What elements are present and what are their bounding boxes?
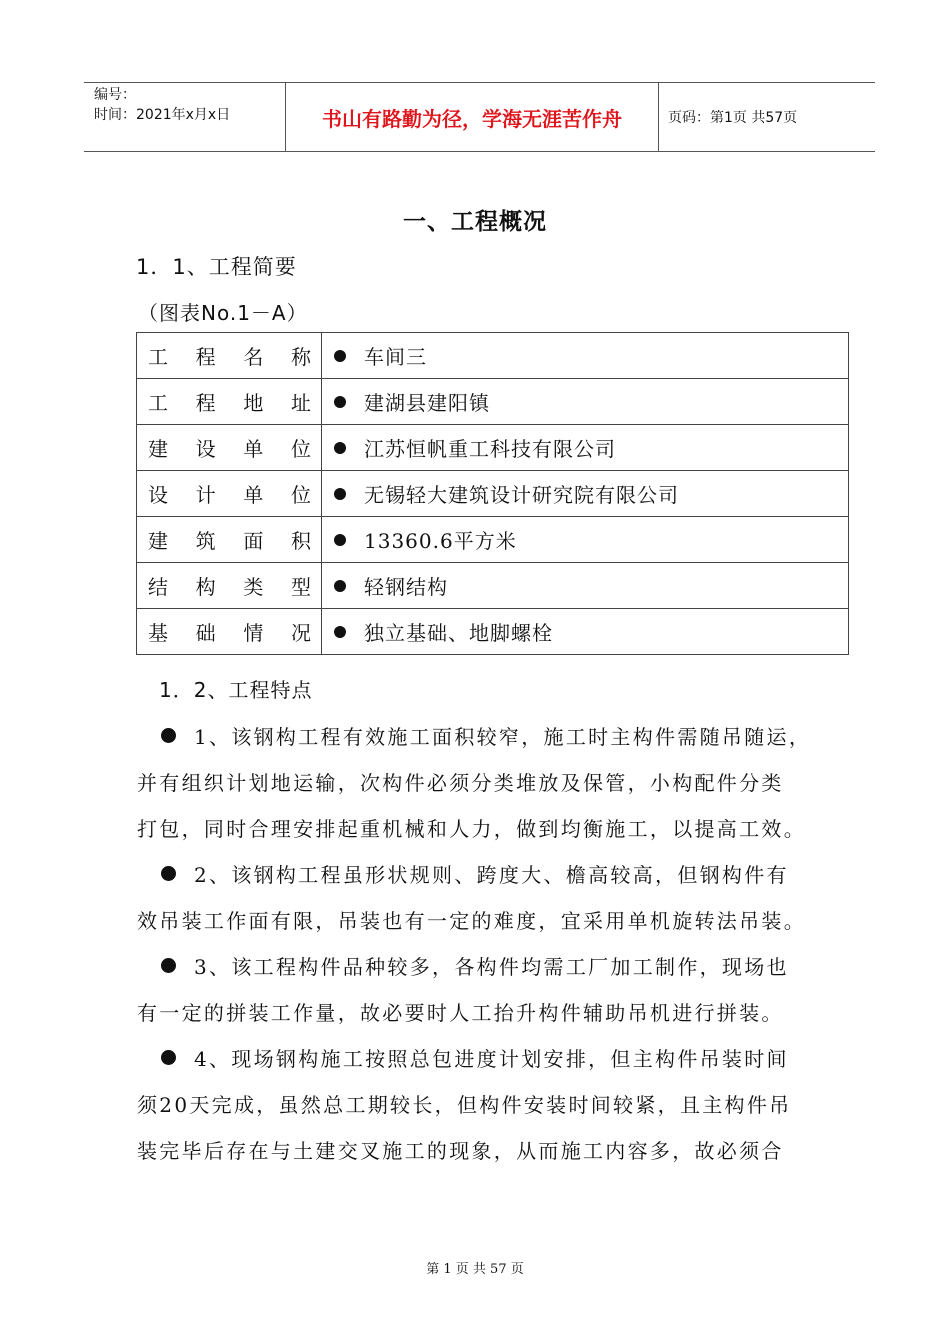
table-caption: （图表No.1－A） <box>138 301 308 325</box>
bullet-icon <box>334 396 346 408</box>
feature-paragraph <box>137 1036 827 1174</box>
table-row <box>137 425 849 471</box>
bullet-icon <box>161 1050 176 1065</box>
row-key-char: 设 <box>148 483 168 507</box>
row-value <box>322 333 849 379</box>
table-row <box>137 471 849 517</box>
paragraph-text: 装完毕后存在与土建交叉施工的现象，从而施工内容多，故必须合 <box>137 1139 784 1163</box>
bullet-icon <box>334 442 346 454</box>
row-key-char: 况 <box>290 621 311 645</box>
row-value <box>322 517 849 563</box>
bullet-icon <box>161 866 176 881</box>
row-key-char: 名 <box>243 345 264 369</box>
paragraph-text: 并有组织计划地运输，次构件必须分类堆放及保管，小构配件分类 <box>137 771 784 795</box>
row-key-char: 积 <box>290 529 311 553</box>
row-value-text: 江苏恒帆重工科技有限公司 <box>364 437 616 461</box>
feature-paragraph <box>137 852 827 944</box>
row-key-char: 计 <box>195 483 216 507</box>
row-key-char: 程 <box>195 391 216 415</box>
row-key-char: 单 <box>243 437 264 461</box>
paragraph-line <box>137 852 827 898</box>
paragraph-line <box>137 898 827 944</box>
bullet-icon <box>161 958 176 973</box>
table-row <box>137 379 849 425</box>
paragraph-text: 3、该工程构件品种较多，各构件均需工厂加工制作，现场也 <box>194 955 789 979</box>
page-footer: 第 1 页 共 57 页 <box>426 1262 524 1277</box>
row-key-char: 础 <box>195 621 216 645</box>
feature-paragraph <box>137 714 827 852</box>
row-value-text: 13360.6平方米 <box>364 529 517 553</box>
row-key-char: 地 <box>243 391 264 415</box>
number-label: 编号： <box>94 87 136 103</box>
date-label: 时间：2021年x月x日 <box>94 107 231 123</box>
bullet-icon <box>161 728 176 743</box>
header-meta <box>84 83 284 151</box>
paragraph-line <box>137 760 827 806</box>
row-value-text: 建湖县建阳镇 <box>364 391 490 415</box>
paragraph-line <box>137 1128 827 1174</box>
paragraph-line <box>137 944 827 990</box>
row-key-char: 筑 <box>195 529 216 553</box>
row-key-char: 建 <box>148 529 168 553</box>
paragraph-text: 2、该钢构工程虽形状规则、跨度大、檐高较高，但钢构件有 <box>194 863 789 887</box>
row-key <box>137 471 322 517</box>
row-key-char: 称 <box>290 345 311 369</box>
page-header <box>84 82 875 152</box>
header-motto: 书山有路勤为径，学海无涯苦作舟 <box>285 83 659 151</box>
row-key-char: 基 <box>148 621 168 645</box>
row-key-char: 工 <box>148 391 168 415</box>
row-key-char: 情 <box>243 621 264 645</box>
table-row <box>137 609 849 655</box>
row-key-char: 型 <box>290 575 311 599</box>
row-value <box>322 471 849 517</box>
table-row <box>137 333 849 379</box>
chapter-title: 一、工程概况 <box>403 209 547 235</box>
bullet-icon <box>334 488 346 500</box>
paragraph-text: 打包，同时合理安排起重机械和人力，做到均衡施工，以提高工效。 <box>137 817 806 841</box>
table-row <box>137 563 849 609</box>
row-value-text: 无锡轻大建筑设计研究院有限公司 <box>364 483 679 507</box>
row-key <box>137 517 322 563</box>
paragraph-text: 4、现场钢构施工按照总包进度计划安排，但主构件吊装时间 <box>194 1047 789 1071</box>
header-page-info: 页码：第1页 共57页 <box>668 110 798 126</box>
row-key-char: 建 <box>148 437 168 461</box>
row-key-char: 结 <box>148 575 168 599</box>
section-heading-1-2: 1．2、工程特点 <box>159 678 313 702</box>
feature-paragraph <box>137 944 827 1036</box>
paragraph-text: 须20天完成，虽然总工期较长，但构件安装时间较紧，且主构件吊 <box>137 1093 792 1117</box>
row-key <box>137 379 322 425</box>
section-heading-1-1: 1．1、工程简要 <box>136 255 297 279</box>
paragraph-line <box>137 1036 827 1082</box>
paragraph-text: 1、该钢构工程有效施工面积较窄，施工时主构件需随吊随运， <box>194 725 812 749</box>
row-key-char: 位 <box>290 437 311 461</box>
bullet-icon <box>334 534 346 546</box>
row-value <box>322 425 849 471</box>
paragraph-text: 效吊装工作面有限，吊装也有一定的难度，宜采用单机旋转法吊装。 <box>137 909 806 933</box>
row-key-char: 构 <box>195 575 216 599</box>
row-key <box>137 425 322 471</box>
bullet-icon <box>334 350 346 362</box>
paragraph-line <box>137 1082 827 1128</box>
paragraph-line <box>137 990 827 1036</box>
row-key <box>137 333 322 379</box>
row-value <box>322 609 849 655</box>
row-value-text: 独立基础、地脚螺栓 <box>364 621 553 645</box>
paragraph-text: 有一定的拼装工作量，故必要时人工抬升构件辅助吊机进行拼装。 <box>137 1001 784 1025</box>
row-key-char: 单 <box>243 483 264 507</box>
paragraph-line <box>137 806 827 852</box>
row-value <box>322 379 849 425</box>
row-key-char: 工 <box>148 345 168 369</box>
row-key-char: 程 <box>195 345 216 369</box>
table-row <box>137 517 849 563</box>
row-key-char: 址 <box>290 391 311 415</box>
paragraph-line <box>137 714 827 760</box>
bullet-icon <box>334 580 346 592</box>
row-value-text: 轻钢结构 <box>364 575 448 599</box>
project-info-table <box>136 332 849 655</box>
row-value-text: 车间三 <box>364 345 427 369</box>
row-key-char: 面 <box>243 529 264 553</box>
row-key <box>137 609 322 655</box>
row-key-char: 位 <box>290 483 311 507</box>
row-value <box>322 563 849 609</box>
row-key <box>137 563 322 609</box>
row-key-char: 类 <box>243 575 264 599</box>
row-key-char: 设 <box>195 437 216 461</box>
bullet-icon <box>334 626 346 638</box>
